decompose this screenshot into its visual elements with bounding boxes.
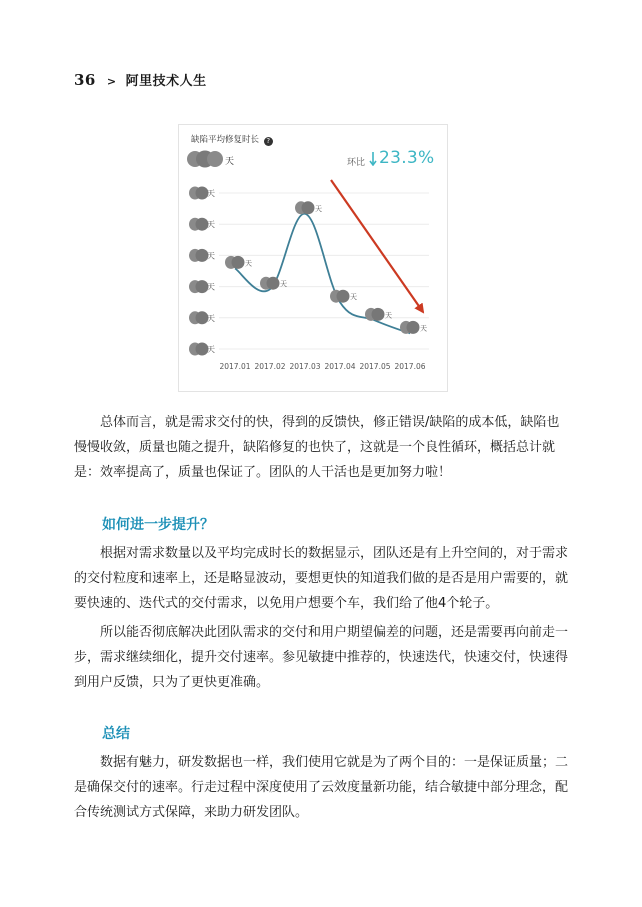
y-tick-redacted — [189, 218, 209, 231]
header-separator: > — [106, 75, 117, 88]
big-value-unit: 天 — [225, 157, 235, 167]
y-tick-redacted — [189, 343, 209, 356]
data-point-label-redacted — [400, 321, 420, 334]
data-point-label-redacted — [260, 277, 280, 290]
y-tick-redacted — [189, 187, 209, 200]
paragraph-improve-1: 根据对需求数量以及平均完成时长的数据显示，团队还是有上升空间的，对于需求的交付粒度和速率上，还是略显波动，要想更快的知道我们做的是否是用户需要的，就要快速的、迭代式的交付需求，以免用户想要个车，我们给了他4个轮子。 — [74, 546, 569, 611]
data-point-unit: 天 — [420, 324, 427, 333]
y-tick-redacted — [189, 249, 209, 262]
data-point-unit: 天 — [245, 259, 252, 268]
data-point-unit: 天 — [350, 293, 357, 302]
y-tick-unit: 天 — [207, 220, 215, 230]
data-point-unit: 天 — [315, 204, 322, 213]
paragraph-improve-2: 所以能否彻底解决此团队需求的交付和用户期望偏差的问题，还是需要再向前走一步，需求继续细化，提升交付速率。参见敏捷中推荐的，快速迭代，快速交付，快速得到用户反馈，只为了更快更准确。 — [74, 625, 569, 690]
data-point-label-redacted — [225, 256, 245, 269]
huanbi-value: 23.3% — [379, 148, 435, 168]
data-point-label-redacted — [365, 308, 385, 321]
data-point-unit: 天 — [385, 311, 392, 320]
paragraph-conclusion: 数据有魅力，研发数据也一样，我们使用它就是为了两个目的：一是保证质量；二是确保交付的速率。行走过程中深度使用了云效度量新功能，结合敏捷中部分理念，配合传统测试方式保障，来助力研发团队。 — [74, 755, 569, 820]
x-tick-label: 2017.04 — [324, 362, 356, 371]
y-tick-redacted — [189, 311, 209, 324]
x-tick-label: 2017.06 — [394, 362, 426, 371]
y-tick-unit: 天 — [207, 282, 215, 292]
book-title: 阿里技术人生 — [125, 74, 207, 89]
line-chart — [179, 125, 447, 391]
y-tick-redacted — [189, 280, 209, 293]
chart-title-text: 缺陷平均修复时长 — [191, 135, 260, 145]
y-tick-unit: 天 — [207, 313, 215, 323]
chart-figure — [178, 124, 448, 392]
data-point-label-redacted — [295, 201, 315, 214]
huanbi-label: 环比 — [347, 158, 366, 168]
page-header — [74, 70, 207, 89]
x-tick-label: 2017.01 — [219, 362, 251, 371]
page-number: 36 — [74, 71, 96, 89]
question-circle-icon[interactable]: ? — [264, 137, 273, 146]
x-tick-label: 2017.03 — [289, 362, 321, 371]
data-point-unit: 天 — [280, 280, 287, 289]
paragraph-summary: 总体而言，就是需求交付的快，得到的反馈快，修正错误/缺陷的成本低，缺陷也慢慢收敛，质量也随之提升，缺陷修复的也快了，这就是一个良性循环，概括总计就是：效率提高了，质量也保证了。团队的人干活也是更加努力啦！ — [74, 415, 560, 480]
y-tick-unit: 天 — [207, 251, 215, 261]
y-tick-unit: 天 — [207, 189, 215, 198]
data-point-label-redacted — [330, 290, 350, 303]
section-title-improve: 如何进一步提升？ — [102, 517, 214, 533]
x-tick-label: 2017.05 — [359, 362, 391, 371]
section-title-conclusion: 总结 — [102, 726, 130, 742]
x-tick-label: 2017.02 — [254, 362, 286, 371]
y-tick-unit: 天 — [207, 345, 215, 354]
